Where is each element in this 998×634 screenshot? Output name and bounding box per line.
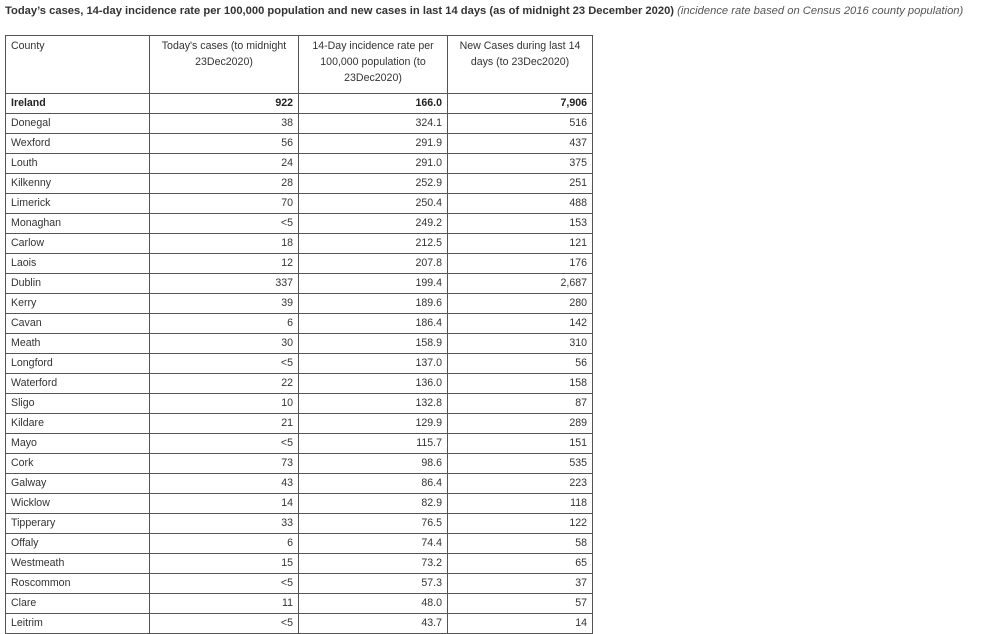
new-cases-cell: 151 [448,434,593,454]
incidence-rate-cell: 76.5 [299,514,448,534]
county-cell: Kilkenny [6,174,150,194]
new-cases-cell: 153 [448,214,593,234]
today-cases-cell: <5 [150,574,299,594]
table-row [6,154,593,174]
county-cell: Westmeath [6,554,150,574]
today-cases-cell: 22 [150,374,299,394]
table-row [6,554,593,574]
today-cases-cell: 14 [150,494,299,514]
today-cases-cell: 28 [150,174,299,194]
today-cases-cell: 70 [150,194,299,214]
header-new-cases: New Cases during last 14 days (to 23Dec2020) [448,36,593,94]
table-row [6,534,593,554]
incidence-rate-cell: 115.7 [299,434,448,454]
incidence-rate-cell: 250.4 [299,194,448,214]
incidence-rate-cell: 186.4 [299,314,448,334]
today-cases-cell: 18 [150,234,299,254]
today-cases-cell: 12 [150,254,299,274]
total-incidence-rate: 166.0 [299,94,448,114]
county-cell: Offaly [6,534,150,554]
new-cases-cell: 121 [448,234,593,254]
new-cases-cell: 289 [448,414,593,434]
new-cases-cell: 142 [448,314,593,334]
today-cases-cell: 10 [150,394,299,414]
header-today-cases: Today's cases (to midnight 23Dec2020) [150,36,299,94]
incidence-rate-cell: 82.9 [299,494,448,514]
incidence-rate-cell: 132.8 [299,394,448,414]
table-row [6,434,593,454]
county-cell: Meath [6,334,150,354]
table-caption [5,3,995,19]
total-today-cases: 922 [150,94,299,114]
table-row [6,114,593,134]
county-cell: Cavan [6,314,150,334]
incidence-rate-cell: 43.7 [299,614,448,634]
county-cell: Tipperary [6,514,150,534]
incidence-rate-cell: 324.1 [299,114,448,134]
table-row [6,314,593,334]
table-row [6,414,593,434]
table-row [6,334,593,354]
new-cases-cell: 118 [448,494,593,514]
header-incidence-rate: 14-Day incidence rate per 100,000 population (to 23Dec2020) [299,36,448,94]
table-row [6,134,593,154]
today-cases-cell: 33 [150,514,299,534]
county-cell: Leitrim [6,614,150,634]
incidence-rate-cell: 74.4 [299,534,448,554]
new-cases-cell: 87 [448,394,593,414]
county-cell: Roscommon [6,574,150,594]
table-row [6,214,593,234]
today-cases-cell: 15 [150,554,299,574]
county-cell: Waterford [6,374,150,394]
incidence-rate-cell: 207.8 [299,254,448,274]
incidence-rate-cell: 98.6 [299,454,448,474]
table-row [6,514,593,534]
table-row [6,394,593,414]
new-cases-cell: 280 [448,294,593,314]
today-cases-cell: 337 [150,274,299,294]
incidence-rate-cell: 291.9 [299,134,448,154]
county-cell: Kerry [6,294,150,314]
new-cases-cell: 176 [448,254,593,274]
incidence-rate-cell: 249.2 [299,214,448,234]
today-cases-cell: <5 [150,434,299,454]
county-cell: Cork [6,454,150,474]
table-row [6,274,593,294]
county-cell: Mayo [6,434,150,454]
caption-title: Today’s cases, 14-day incidence rate per 100,000 population and new cases in last 14 days (as of midnight 23 December 2020) [5,5,675,17]
table-row [6,614,593,634]
new-cases-cell: 158 [448,374,593,394]
new-cases-cell: 37 [448,574,593,594]
table-row [6,574,593,594]
today-cases-cell: 38 [150,114,299,134]
county-cell: Monaghan [6,214,150,234]
incidence-rate-cell: 129.9 [299,414,448,434]
new-cases-cell: 488 [448,194,593,214]
new-cases-cell: 375 [448,154,593,174]
county-cell: Galway [6,474,150,494]
new-cases-cell: 122 [448,514,593,534]
new-cases-cell: 56 [448,354,593,374]
county-cell: Wexford [6,134,150,154]
county-cell: Carlow [6,234,150,254]
today-cases-cell: 39 [150,294,299,314]
today-cases-cell: 21 [150,414,299,434]
county-cell: Wicklow [6,494,150,514]
total-new-cases: 7,906 [448,94,593,114]
today-cases-cell: 6 [150,534,299,554]
table-row [6,294,593,314]
county-cell: Dublin [6,274,150,294]
today-cases-cell: 6 [150,314,299,334]
incidence-rate-cell: 136.0 [299,374,448,394]
header-county: County [6,36,150,94]
new-cases-cell: 14 [448,614,593,634]
new-cases-cell: 310 [448,334,593,354]
incidence-rate-cell: 291.0 [299,154,448,174]
new-cases-cell: 58 [448,534,593,554]
county-cell: Louth [6,154,150,174]
new-cases-cell: 57 [448,594,593,614]
incidence-rate-cell: 158.9 [299,334,448,354]
new-cases-cell: 65 [448,554,593,574]
today-cases-cell: 24 [150,154,299,174]
table-row [6,594,593,614]
incidence-rate-cell: 199.4 [299,274,448,294]
new-cases-cell: 516 [448,114,593,134]
incidence-rate-cell: 189.6 [299,294,448,314]
new-cases-cell: 2,687 [448,274,593,294]
new-cases-cell: 535 [448,454,593,474]
incidence-rate-cell: 86.4 [299,474,448,494]
incidence-rate-cell: 57.3 [299,574,448,594]
new-cases-cell: 251 [448,174,593,194]
table-row [6,494,593,514]
today-cases-cell: <5 [150,354,299,374]
county-cell: Donegal [6,114,150,134]
county-cases-table [5,35,593,634]
today-cases-cell: 43 [150,474,299,494]
header-row [6,36,593,94]
table-row [6,454,593,474]
today-cases-cell: 73 [150,454,299,474]
new-cases-cell: 223 [448,474,593,494]
table-row [6,374,593,394]
today-cases-cell: 30 [150,334,299,354]
table-row [6,474,593,494]
incidence-rate-cell: 252.9 [299,174,448,194]
county-cell: Limerick [6,194,150,214]
today-cases-cell: 11 [150,594,299,614]
county-cell: Clare [6,594,150,614]
total-county: Ireland [6,94,150,114]
incidence-rate-cell: 137.0 [299,354,448,374]
county-cell: Laois [6,254,150,274]
today-cases-cell: <5 [150,214,299,234]
county-cell: Kildare [6,414,150,434]
table-row [6,174,593,194]
table-row [6,254,593,274]
incidence-rate-cell: 212.5 [299,234,448,254]
today-cases-cell: 56 [150,134,299,154]
new-cases-cell: 437 [448,134,593,154]
county-cell: Longford [6,354,150,374]
today-cases-cell: <5 [150,614,299,634]
incidence-rate-cell: 73.2 [299,554,448,574]
table-row [6,234,593,254]
county-cell: Sligo [6,394,150,414]
caption-note: (incidence rate based on Census 2016 county population) [677,5,964,17]
incidence-rate-cell: 48.0 [299,594,448,614]
total-row [6,94,593,114]
table-row [6,354,593,374]
table-row [6,194,593,214]
